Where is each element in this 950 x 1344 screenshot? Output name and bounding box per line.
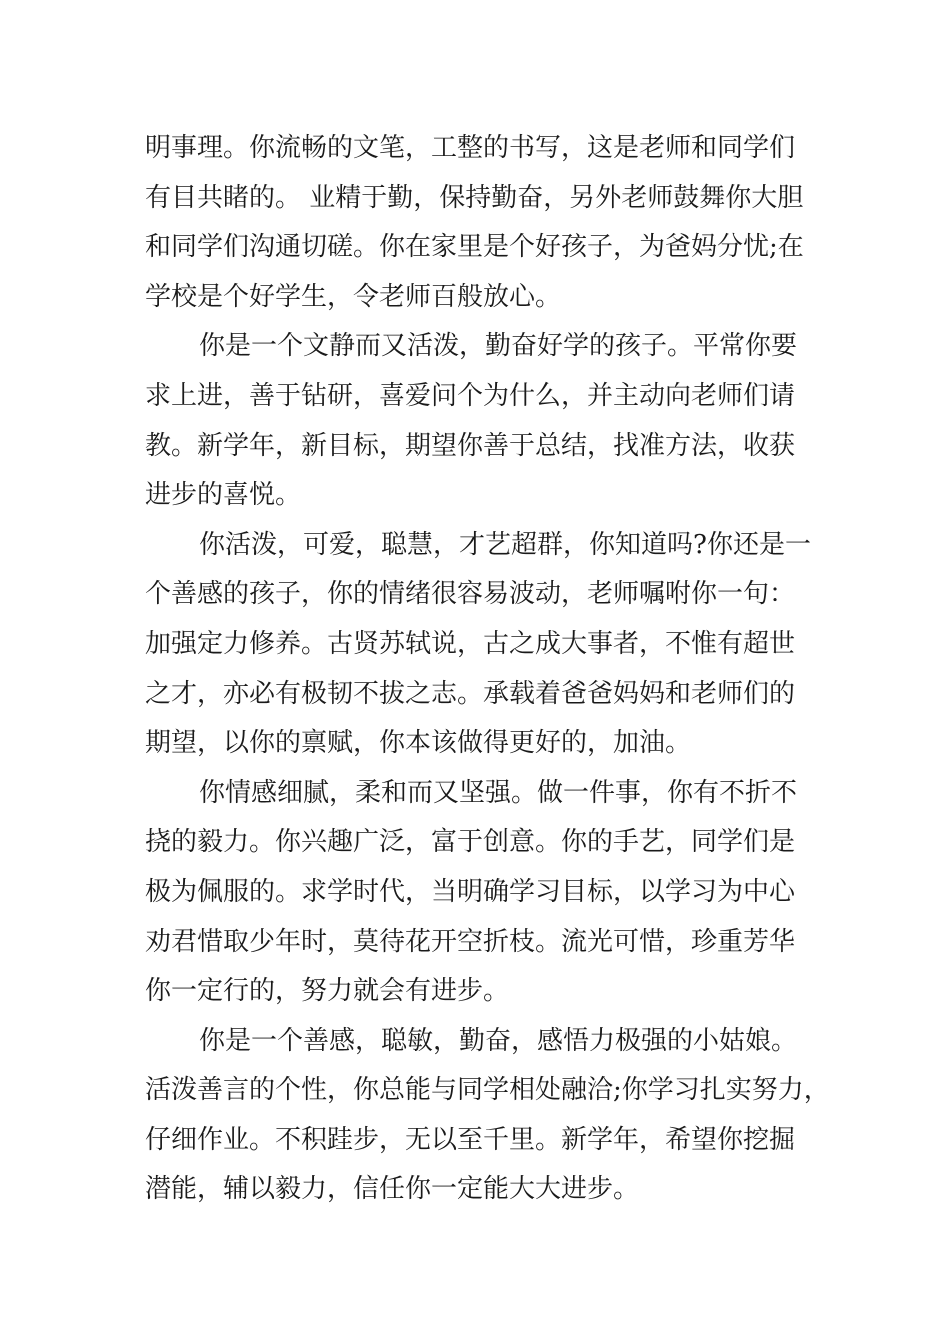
text-line: 极为佩服的。求学时代，当明确学习目标，以学习为中心 [145,876,796,907]
text-line: 加强定力修养。古贤苏轼说，古之成大事者，不惟有超世 [145,628,796,659]
paragraph-first-line: 你是一个文静而又活泼，勤奋好学的孩子。平常你要 [199,331,798,362]
text-line: 学校是个好学生，令老师百般放心。 [145,281,562,312]
paragraph-first-line: 你活泼，可爱，聪慧，才艺超群，你知道吗?你还是一 [199,529,811,560]
text-line: 和同学们沟通切磋。你在家里是个好孩子，为爸妈分忧;在 [145,232,804,263]
text-line: 个善感的孩子，你的情绪很容易波动，老师嘱咐你一句： [145,579,796,610]
text-line: 潜能，辅以毅力，信任你一定能大大进步。 [145,1174,640,1205]
paragraph-first-line: 你情感细腻，柔和而又坚强。做一件事，你有不折不 [199,777,798,808]
text-line: 劝君惜取少年时，莫待花开空折枝。流光可惜，珍重芳华 [145,926,796,957]
text-line: 之才，亦必有极韧不拔之志。承载着爸爸妈妈和老师们的 [145,678,796,709]
text-line: 有目共睹的。 业精于勤，保持勤奋，另外老师鼓舞你大胆 [145,182,804,213]
text-line: 仔细作业。不积跬步，无以至千里。新学年，希望你挖掘 [145,1124,796,1155]
text-line: 教。新学年，新目标，期望你善于总结，找准方法，收获 [145,430,796,461]
paragraph-first-line: 你是一个善感，聪敏，勤奋，感悟力极强的小姑娘。 [199,1025,798,1056]
text-line: 挠的毅力。你兴趣广泛，富于创意。你的手艺，同学们是 [145,827,796,858]
text-line: 进步的喜悦。 [145,480,302,511]
text-line: 期望，以你的禀赋，你本该做得更好的，加油。 [145,728,692,759]
text-line: 明事理。你流畅的文笔，工整的书写，这是老师和同学们 [145,133,796,163]
text-line: 你一定行的，努力就会有进步。 [145,976,510,1007]
text-line: 活泼善言的个性，你总能与同学相处融洽;你学习扎实努力， [145,1075,830,1106]
document-body [145,124,830,1215]
text-line: 求上进，善于钻研，喜爱问个为什么，并主动向老师们请 [145,380,796,411]
